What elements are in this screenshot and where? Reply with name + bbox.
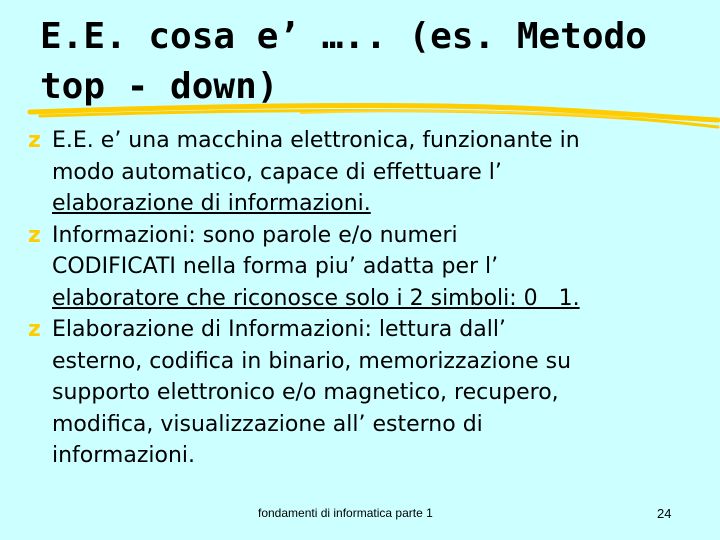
bullet-item [28,125,688,220]
bullet-line: CODIFICATI nella forma piu’ adatta per l’ [52,254,499,279]
bullet-line: modo automatico, capace di effettuare l’ [52,159,502,185]
slide-title-line-2: top - down) [40,66,279,107]
z-bullet-icon: z [28,128,41,153]
bullet-item [28,220,688,315]
bullet-line: Elaborazione di Informazioni: lettura dall’ [52,317,506,342]
page-number: 24 [657,506,672,521]
bullet-item [28,314,688,472]
z-bullet-icon: z [28,317,41,342]
bullet-line: informazioni. [52,443,195,468]
slide-title-line-1: E.E. cosa e’ ….. (es. Metodo [40,16,647,57]
bullet-line: Informazioni: sono parole e/o numeri [52,222,458,248]
bullet-line: modifica, visualizzazione all’ esterno di [52,411,483,437]
z-bullet-icon: z [28,222,41,248]
bullet-line: supporto elettronico e/o magnetico, recupero, [52,380,559,405]
footer-text: fondamenti di informatica parte 1 [258,506,433,520]
bullet-line: elaboratore che riconosce solo i 2 simboli: 0 1. [52,285,580,311]
bullet-line: esterno, codifica in binario, memorizzazione su [52,348,572,374]
bullet-list [28,125,688,472]
bullet-line: elaborazione di informazioni. [52,191,371,216]
bullet-line: E.E. e’ una macchina elettronica, funzionante in [52,128,580,153]
